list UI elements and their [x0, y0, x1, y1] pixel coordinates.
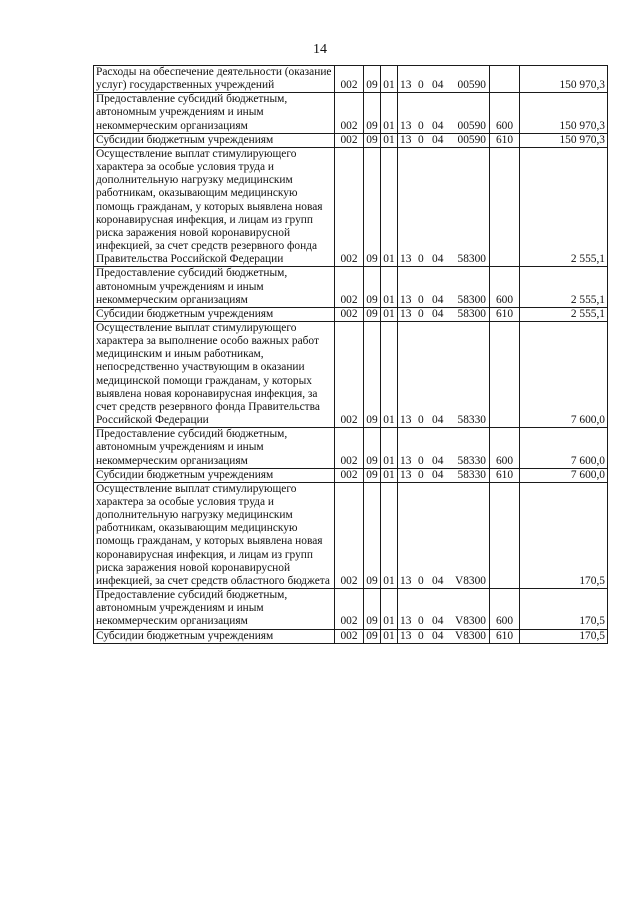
grbs-code-cell: 002	[335, 93, 364, 133]
subprogram-code: 0	[418, 629, 424, 642]
direction-code: 58330	[457, 468, 486, 481]
program-code: 13	[400, 79, 412, 92]
expense-type-cell: 610	[490, 629, 520, 643]
grbs-code-cell: 002	[335, 321, 364, 427]
expense-name-cell: Предоставление субсидий бюджетным, автономным учреждениям и иным некоммерческим организациям	[94, 428, 335, 468]
expense-type-cell: 610	[490, 468, 520, 482]
event-code: 04	[432, 629, 444, 642]
grbs-code-cell: 002	[335, 66, 364, 93]
subprogram-code: 0	[418, 119, 424, 132]
program-code: 13	[400, 293, 412, 306]
program-code: 13	[400, 307, 412, 320]
expense-type-cell: 600	[490, 428, 520, 468]
program-code: 13	[400, 454, 412, 467]
expense-name-cell: Предоставление субсидий бюджетным, автономным учреждениям и иным некоммерческим организациям	[94, 267, 335, 307]
subprogram-code: 0	[418, 615, 424, 628]
direction-code: 58300	[457, 307, 486, 320]
subprogram-code: 0	[418, 253, 424, 266]
amount-cell: 2 555,1	[520, 307, 608, 321]
section-code-cell: 09	[364, 147, 381, 266]
section-code-cell: 09	[364, 589, 381, 629]
expense-name-cell: Предоставление субсидий бюджетным, автономным учреждениям и иным некоммерческим организациям	[94, 93, 335, 133]
grbs-code-cell: 002	[335, 147, 364, 266]
grbs-code-cell: 002	[335, 589, 364, 629]
section-code-cell: 09	[364, 66, 381, 93]
budget-table	[93, 65, 608, 644]
subprogram-code: 0	[418, 454, 424, 467]
subsection-code-cell: 01	[381, 589, 398, 629]
amount-cell: 150 970,3	[520, 93, 608, 133]
expense-type-cell	[490, 147, 520, 266]
program-code: 13	[400, 629, 412, 642]
expense-type-cell: 610	[490, 133, 520, 147]
grbs-code-cell: 002	[335, 428, 364, 468]
amount-cell: 170,5	[520, 589, 608, 629]
direction-code: 58300	[457, 293, 486, 306]
event-code: 04	[432, 615, 444, 628]
subprogram-code: 0	[418, 293, 424, 306]
section-code-cell: 09	[364, 321, 381, 427]
expense-type-cell	[490, 482, 520, 588]
subprogram-code: 0	[418, 574, 424, 587]
grbs-code-cell: 002	[335, 133, 364, 147]
table-row	[94, 468, 608, 482]
direction-code: 58330	[457, 454, 486, 467]
subsection-code-cell: 01	[381, 629, 398, 643]
subprogram-code: 0	[418, 307, 424, 320]
grbs-code-cell: 002	[335, 629, 364, 643]
section-code-cell: 09	[364, 468, 381, 482]
subsection-code-cell: 01	[381, 133, 398, 147]
amount-cell: 170,5	[520, 629, 608, 643]
section-code-cell: 09	[364, 133, 381, 147]
subsection-code-cell: 01	[381, 468, 398, 482]
expense-name-cell: Осуществление выплат стимулирующего характера за особые условия труда и дополнительную нагрузку медицинским работникам, оказывающим медицинскую помощь гражданам, у которых выявлена новая коронавирусная инфекция, и лицам из групп риска заражения новой коронавирусной инфекцией, за счет средств резервного фонда Правительства Российской Федерации	[94, 147, 335, 266]
event-code: 04	[432, 119, 444, 132]
target-article-cell	[398, 307, 490, 321]
direction-code: 00590	[457, 133, 486, 146]
amount-cell: 7 600,0	[520, 428, 608, 468]
expense-name-cell: Осуществление выплат стимулирующего характера за особые условия труда и дополнительную нагрузку медицинским работникам, оказывающим медицинскую помощь гражданам, у которых выявлена новая коронавирусная инфекция, и лицам из групп риска заражения новой коронавирусной инфекцией, за счет средств областного бюджета	[94, 482, 335, 588]
program-code: 13	[400, 468, 412, 481]
direction-code: 00590	[457, 119, 486, 132]
table-row	[94, 482, 608, 588]
target-article-cell	[398, 589, 490, 629]
event-code: 04	[432, 79, 444, 92]
direction-code: V8300	[454, 629, 486, 642]
target-article-cell	[398, 93, 490, 133]
target-article-cell	[398, 468, 490, 482]
target-article-cell	[398, 321, 490, 427]
subsection-code-cell: 01	[381, 66, 398, 93]
table-row	[94, 267, 608, 307]
program-code: 13	[400, 133, 412, 146]
table-row	[94, 307, 608, 321]
subsection-code-cell: 01	[381, 482, 398, 588]
expense-type-cell: 610	[490, 307, 520, 321]
program-code: 13	[400, 615, 412, 628]
expense-type-cell: 600	[490, 267, 520, 307]
section-code-cell: 09	[364, 428, 381, 468]
target-article-cell	[398, 66, 490, 93]
program-code: 13	[400, 119, 412, 132]
subsection-code-cell: 01	[381, 428, 398, 468]
event-code: 04	[432, 414, 444, 427]
subprogram-code: 0	[418, 414, 424, 427]
budget-table-body	[94, 66, 608, 644]
table-row	[94, 133, 608, 147]
direction-code: 58300	[457, 253, 486, 266]
table-row	[94, 428, 608, 468]
event-code: 04	[432, 293, 444, 306]
expense-name-cell: Субсидии бюджетным учреждениям	[94, 629, 335, 643]
amount-cell: 150 970,3	[520, 133, 608, 147]
section-code-cell: 09	[364, 93, 381, 133]
expense-name-cell: Предоставление субсидий бюджетным, автономным учреждениям и иным некоммерческим организациям	[94, 589, 335, 629]
target-article-cell	[398, 147, 490, 266]
section-code-cell: 09	[364, 267, 381, 307]
page-number: 14	[313, 42, 327, 57]
amount-cell: 170,5	[520, 482, 608, 588]
section-code-cell: 09	[364, 482, 381, 588]
grbs-code-cell: 002	[335, 482, 364, 588]
event-code: 04	[432, 307, 444, 320]
target-article-cell	[398, 267, 490, 307]
section-code-cell: 09	[364, 629, 381, 643]
section-code-cell: 09	[364, 307, 381, 321]
expense-name-cell: Субсидии бюджетным учреждениям	[94, 307, 335, 321]
grbs-code-cell: 002	[335, 267, 364, 307]
grbs-code-cell: 002	[335, 307, 364, 321]
direction-code: V8300	[454, 574, 486, 587]
program-code: 13	[400, 574, 412, 587]
expense-name-cell: Субсидии бюджетным учреждениям	[94, 468, 335, 482]
event-code: 04	[432, 133, 444, 146]
expense-name-cell: Субсидии бюджетным учреждениям	[94, 133, 335, 147]
expense-type-cell: 600	[490, 589, 520, 629]
event-code: 04	[432, 454, 444, 467]
event-code: 04	[432, 468, 444, 481]
amount-cell: 2 555,1	[520, 147, 608, 266]
target-article-cell	[398, 133, 490, 147]
subprogram-code: 0	[418, 468, 424, 481]
target-article-cell	[398, 482, 490, 588]
expense-name-cell: Расходы на обеспечение деятельности (оказание услуг) государственных учреждений	[94, 66, 335, 93]
expense-name-cell: Осуществление выплат стимулирующего характера за выполнение особо важных работ медицинским и иным работникам, непосредственно участвующим в оказании медицинской помощи гражданам, у которых выявлена новая коронавирусная инфекция, за счет средств резервного фонда Правительства Российской Федерации	[94, 321, 335, 427]
event-code: 04	[432, 574, 444, 587]
expense-type-cell	[490, 321, 520, 427]
expense-type-cell	[490, 66, 520, 93]
subprogram-code: 0	[418, 79, 424, 92]
grbs-code-cell: 002	[335, 468, 364, 482]
table-row	[94, 321, 608, 427]
amount-cell: 7 600,0	[520, 468, 608, 482]
expense-type-cell: 600	[490, 93, 520, 133]
direction-code: 58330	[457, 414, 486, 427]
table-row	[94, 147, 608, 266]
direction-code: V8300	[454, 615, 486, 628]
table-row	[94, 66, 608, 93]
amount-cell: 150 970,3	[520, 66, 608, 93]
subsection-code-cell: 01	[381, 147, 398, 266]
subsection-code-cell: 01	[381, 93, 398, 133]
subsection-code-cell: 01	[381, 307, 398, 321]
event-code: 04	[432, 253, 444, 266]
subsection-code-cell: 01	[381, 321, 398, 427]
target-article-cell	[398, 428, 490, 468]
subprogram-code: 0	[418, 133, 424, 146]
direction-code: 00590	[457, 79, 486, 92]
table-row	[94, 629, 608, 643]
table-row	[94, 93, 608, 133]
amount-cell: 7 600,0	[520, 321, 608, 427]
program-code: 13	[400, 253, 412, 266]
subsection-code-cell: 01	[381, 267, 398, 307]
amount-cell: 2 555,1	[520, 267, 608, 307]
target-article-cell	[398, 629, 490, 643]
table-row	[94, 589, 608, 629]
program-code: 13	[400, 414, 412, 427]
